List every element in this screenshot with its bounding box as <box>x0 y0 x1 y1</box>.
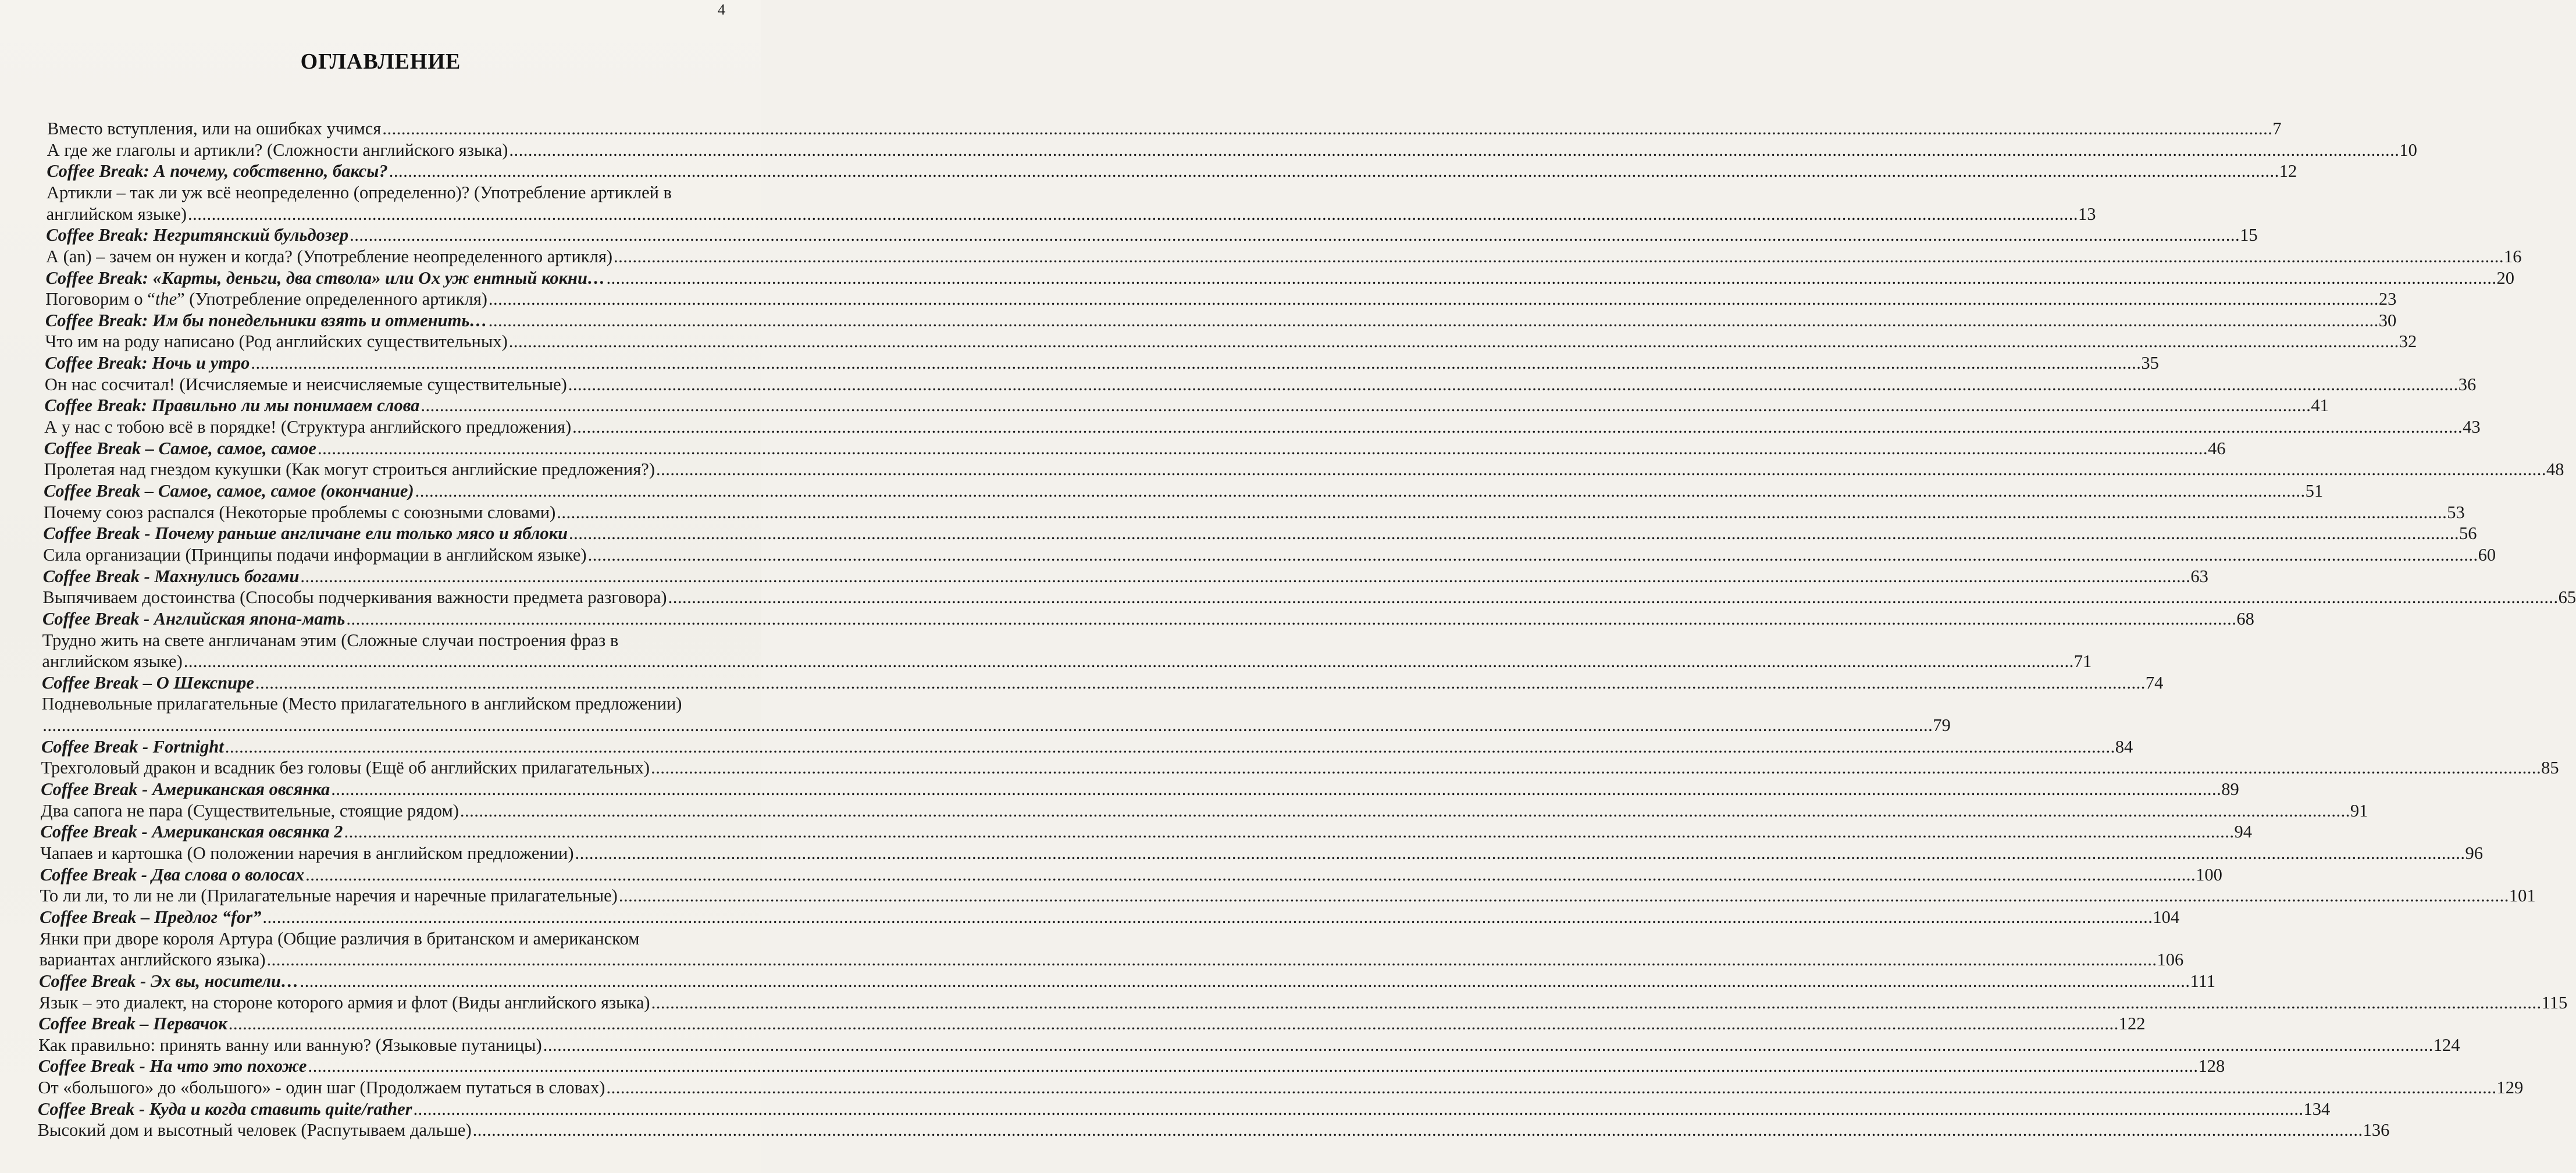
toc-entry-coffee-break <box>0 394 2329 416</box>
entry-leader-row <box>472 1119 2390 1141</box>
dot-leader: ................................................................................................................................................................................................................................................................................................................................................................................................................ <box>459 800 2350 821</box>
dot-leader: ................................................................................................................................................................................................................................................................................................................................................................................................................ <box>262 907 2153 927</box>
entry-leader-row <box>344 821 2252 843</box>
entry-page-number: 23 <box>2378 289 2397 309</box>
dot-leader: ................................................................................................................................................................................................................................................................................................................................................................................................................ <box>568 374 2459 394</box>
toc-entry-chapter <box>0 693 1951 736</box>
entry-page-number: 60 <box>2478 544 2496 565</box>
entry-page-number: 20 <box>2496 268 2514 288</box>
entry-page-number: 32 <box>2399 331 2417 352</box>
entry-leader-row <box>188 203 2096 225</box>
dot-leader: ................................................................................................................................................................................................................................................................................................................................................................................................................ <box>543 1035 2434 1055</box>
entry-title: Выпячиваем достоинства (Способы подчеркивания важности предмета разговора) <box>42 587 667 608</box>
entry-title: Coffee Break - Американская овсянка <box>41 779 330 800</box>
dot-leader: ................................................................................................................................................................................................................................................................................................................................................................................................................ <box>472 1120 2363 1140</box>
entry-page-number: 104 <box>2153 907 2180 927</box>
entry-title: Coffee Break: Негритянский бульдозер <box>46 225 349 245</box>
entry-title: Coffee Break: Им бы понедельники взять и отменить… <box>45 310 487 330</box>
entry-leader-row <box>575 842 2484 864</box>
dot-leader: ................................................................................................................................................................................................................................................................................................................................................................................................................ <box>606 1078 2497 1098</box>
dot-leader: ................................................................................................................................................................................................................................................................................................................................................................................................................ <box>614 246 2504 266</box>
toc-entry-coffee-break <box>0 437 2226 459</box>
dot-leader: ................................................................................................................................................................................................................................................................................................................................................................................................................ <box>305 864 2196 885</box>
entry-leader-row <box>568 373 2477 395</box>
entry-leader-row <box>228 1012 2146 1035</box>
entry-title-emphasis: the <box>155 289 177 309</box>
entry-leader-row <box>508 330 2417 352</box>
toc-entry-chapter <box>0 501 2465 523</box>
entry-title <box>45 288 487 310</box>
dot-leader: ................................................................................................................................................................................................................................................................................................................................................................................................................ <box>308 1056 2199 1076</box>
entry-title: Язык – это диалект, на стороне которого армия и флот (Виды английского языка) <box>38 992 650 1012</box>
entry-page-number: 101 <box>2509 886 2536 906</box>
entry-title: Что им на роду написано (Род английских существительных) <box>45 331 508 352</box>
entry-leader-row <box>300 565 2208 587</box>
entry-leader-row <box>651 757 2559 779</box>
toc-entry-coffee-break <box>0 672 2164 693</box>
entry-leader-row <box>251 352 2159 374</box>
dot-leader: ................................................................................................................................................................................................................................................................................................................................................................................................................ <box>557 502 2447 522</box>
entry-title: Янки при дворе короля Артура (Общие различия в британском и американском <box>39 928 640 949</box>
entry-page-number: 51 <box>2305 480 2324 501</box>
entry-title: Высокий дом и высотный человек (Распутываем дальше) <box>37 1120 472 1140</box>
entry-title: Coffee Break - Махнулись богами <box>42 566 300 586</box>
dot-leader: ................................................................................................................................................................................................................................................................................................................................................................................................................ <box>606 268 2497 288</box>
entry-leader-row <box>346 608 2254 630</box>
toc-entry-chapter <box>0 181 2096 224</box>
entry-page-number: 68 <box>2236 608 2254 629</box>
entry-leader-row <box>618 885 2536 907</box>
dot-leader: ................................................................................................................................................................................................................................................................................................................................................................................................................ <box>415 480 2306 501</box>
entry-page-number: 10 <box>2399 140 2417 160</box>
entry-page-number: 94 <box>2234 822 2252 842</box>
dot-leader: ................................................................................................................................................................................................................................................................................................................................................................................................................ <box>655 459 2546 480</box>
dot-leader: ................................................................................................................................................................................................................................................................................................................................................................................................................ <box>488 310 2379 330</box>
entry-title: Почему союз распался (Некоторые проблемы с союзными словами) <box>43 502 556 522</box>
toc-entry-chapter <box>0 757 2559 778</box>
dot-leader: ................................................................................................................................................................................................................................................................................................................................................................................................................ <box>572 417 2463 437</box>
entry-title: А (an) – зачем он нужен и когда? (Употребление неопределенного артикля) <box>45 246 613 266</box>
entry-leader-row <box>389 160 2297 182</box>
dot-leader: ................................................................................................................................................................................................................................................................................................................................................................................................................ <box>587 544 2478 565</box>
entry-leader-row <box>255 672 2164 694</box>
entry-leader-row <box>300 970 2215 992</box>
entry-title: Подневольные прилагательные (Место прилагательного в английском предложении) <box>41 694 682 714</box>
entry-leader-row <box>413 1098 2331 1120</box>
entry-leader-row <box>572 416 2481 438</box>
toc-entry-coffee-break <box>0 480 2324 501</box>
dot-leader: ................................................................................................................................................................................................................................................................................................................................................................................................................ <box>488 289 2379 309</box>
entry-page-number: 122 <box>2118 1014 2146 1034</box>
dot-leader: ................................................................................................................................................................................................................................................................................................................................................................................................................ <box>651 992 2542 1012</box>
entry-leader-row <box>183 650 2092 672</box>
entry-page-number: 12 <box>2279 161 2297 181</box>
toc-entry-chapter <box>0 586 2576 608</box>
entry-leader-row <box>606 267 2514 289</box>
entry-leader-row <box>459 800 2368 822</box>
dot-leader: ................................................................................................................................................................................................................................................................................................................................................................................................................ <box>331 779 2222 800</box>
dot-leader: ................................................................................................................................................................................................................................................................................................................................................................................................................ <box>183 651 2074 672</box>
entry-page-number: 106 <box>2157 950 2184 970</box>
toc-entry-coffee-break <box>0 608 2254 629</box>
entry-leader-row <box>415 480 2324 502</box>
dot-leader: ................................................................................................................................................................................................................................................................................................................................................................................................................ <box>618 886 2509 906</box>
entry-page-number: 43 <box>2463 417 2481 437</box>
entry-page-number: 111 <box>2190 971 2215 991</box>
dot-leader: ................................................................................................................................................................................................................................................................................................................................................................................................................ <box>255 672 2146 693</box>
entry-title: Coffee Break - На что это похоже <box>38 1056 307 1076</box>
entry-title: Coffee Break – Самое, самое, самое (окончание) <box>44 480 414 501</box>
entry-leader-row <box>655 458 2564 480</box>
dot-leader: ................................................................................................................................................................................................................................................................................................................................................................................................................ <box>651 758 2542 778</box>
entry-page-number: 46 <box>2207 438 2226 458</box>
entry-leader-row <box>225 736 2133 758</box>
entry-title: Вместо вступления, или на ошибках учимся <box>47 119 382 138</box>
toc-entry-chapter <box>0 117 2282 139</box>
entry-title: Coffee Break: А почему, собственно, баксы? <box>47 161 388 181</box>
toc-entry-coffee-break <box>0 906 2180 928</box>
toc-entry-coffee-break <box>0 1012 2146 1034</box>
entry-leader-row <box>557 501 2465 523</box>
entry-title: Coffee Break - Куда и когда ставить quite/rather <box>38 1099 412 1119</box>
entry-title: Сила организации (Принципы подачи информации в английском языке) <box>43 544 587 565</box>
entry-leader-row <box>587 544 2496 566</box>
entry-title: Артикли – так ли уж всё неопределенно (определенно)? (Употребление артиклей в <box>46 182 672 202</box>
toc-entry-coffee-break <box>0 224 2258 245</box>
entry-leader-row <box>543 1034 2460 1056</box>
entry-title: Coffee Break - Английская япона-мать <box>42 608 345 629</box>
entry-page-number: 115 <box>2541 992 2568 1012</box>
entry-page-number: 134 <box>2303 1099 2331 1119</box>
entry-title: Coffee Break - Американская овсянка 2 <box>40 822 343 842</box>
toc-entry-chapter <box>0 288 2397 309</box>
toc-entry-chapter <box>0 1119 2390 1140</box>
toc-entry-chapter <box>0 416 2481 437</box>
entry-title: А где же глаголы и артикли? (Сложности английского языка) <box>47 140 508 160</box>
entry-page-number: 35 <box>2141 353 2159 373</box>
dot-leader: ................................................................................................................................................................................................................................................................................................................................................................................................................ <box>346 608 2237 629</box>
dot-leader: ................................................................................................................................................................................................................................................................................................................................................................................................................ <box>509 140 2400 160</box>
toc-entry-chapter <box>0 1076 2524 1098</box>
dot-leader: ................................................................................................................................................................................................................................................................................................................................................................................................................ <box>508 331 2399 352</box>
dot-leader: ................................................................................................................................................................................................................................................................................................................................................................................................................ <box>389 161 2279 181</box>
entry-page-number: 48 <box>2546 459 2564 480</box>
entry-leader-row <box>350 224 2258 246</box>
toc-entry-chapter <box>0 1034 2460 1056</box>
entry-leader-row <box>606 1076 2524 1099</box>
toc-entry-chapter <box>0 885 2536 906</box>
dot-leader: ................................................................................................................................................................................................................................................................................................................................................................................................................ <box>668 587 2559 608</box>
toc-entry-coffee-break <box>0 522 2477 544</box>
entry-title: Coffee Break - Fortnight <box>41 736 224 757</box>
toc-entry-chapter <box>0 842 2484 864</box>
entry-title: Чапаев и картошка (О положении наречия в английском предложении) <box>40 843 574 863</box>
entry-leader-row <box>331 778 2239 800</box>
entry-title: Два сапога не пара (Существительные, стоящие рядом) <box>40 800 459 821</box>
entry-page-number: 89 <box>2221 779 2239 800</box>
toc-entry-chapter <box>0 245 2522 267</box>
entry-leader-row <box>308 1055 2225 1077</box>
dot-leader: ................................................................................................................................................................................................................................................................................................................................................................................................................ <box>569 523 2460 544</box>
toc-entry-coffee-break <box>0 864 2222 885</box>
entry-page-number: 71 <box>2073 651 2092 672</box>
entry-leader-row <box>266 949 2184 971</box>
entry-page-number: 7 <box>2272 119 2282 138</box>
dot-leader: ................................................................................................................................................................................................................................................................................................................................................................................................................ <box>421 395 2311 416</box>
dot-leader: ................................................................................................................................................................................................................................................................................................................................................................................................................ <box>317 438 2208 458</box>
entry-page-number: 30 <box>2378 310 2397 330</box>
entry-title: От «большого» до «большого» - один шаг (Продолжаем путаться в словах) <box>38 1078 605 1098</box>
dot-leader: ................................................................................................................................................................................................................................................................................................................................................................................................................ <box>344 822 2235 842</box>
entry-title-part: ” (Употребление определенного артикля) <box>177 289 487 309</box>
entry-title: Coffee Break - Эх вы, носители… <box>39 971 299 991</box>
toc-entry-coffee-break <box>0 970 2215 992</box>
page-number: 4 <box>718 1 725 18</box>
entry-page-number: 124 <box>2433 1035 2460 1055</box>
entry-leader-row <box>651 992 2568 1014</box>
toc-entry-chapter <box>0 629 2092 672</box>
dot-leader: ................................................................................................................................................................................................................................................................................................................................................................................................................ <box>188 204 2079 224</box>
entry-title: Coffee Break – Самое, самое, самое <box>44 438 316 458</box>
entry-title: То ли ли, то ли не ли (Прилагательные наречия и наречные прилагательные) <box>40 886 618 906</box>
toc-entry-chapter <box>0 800 2368 821</box>
toc-entry-chapter <box>0 139 2417 161</box>
entry-leader-row <box>262 906 2180 928</box>
entry-page-number: 96 <box>2465 843 2484 863</box>
dot-leader: ................................................................................................................................................................................................................................................................................................................................................................................................................ <box>42 715 1933 736</box>
entry-title-continuation: английском языке) <box>42 651 183 672</box>
toc-entry-coffee-break <box>0 565 2208 587</box>
entry-page-number: 100 <box>2196 864 2222 885</box>
entry-page-number: 41 <box>2311 395 2329 416</box>
toc-entry-chapter <box>0 992 2568 1013</box>
dot-leader: ................................................................................................................................................................................................................................................................................................................................................................................................................ <box>350 225 2240 245</box>
entry-title: Он нас сосчитал! (Исчисляемые и неисчисляемые существительные) <box>44 374 567 394</box>
toc-entry-chapter <box>0 928 2184 970</box>
toc-entry-coffee-break <box>0 736 2133 757</box>
entry-leader-row <box>317 437 2226 459</box>
toc-entry-chapter <box>0 330 2417 352</box>
entry-page-number: 63 <box>2190 566 2208 586</box>
entry-title-continuation: английском языке) <box>46 204 187 224</box>
entry-title: Трудно жить на свете англичанам этим (Сложные случаи построения фраз в <box>42 630 619 650</box>
entry-leader-row <box>488 309 2397 331</box>
toc-entry-coffee-break <box>0 352 2159 373</box>
entry-leader-row <box>668 586 2576 608</box>
toc-entry-coffee-break <box>0 160 2297 181</box>
toc-entry-coffee-break <box>0 821 2252 842</box>
entry-page-number: 79 <box>1933 715 1951 736</box>
entry-page-number: 16 <box>2504 246 2522 266</box>
entry-page-number: 36 <box>2458 374 2477 394</box>
entry-title: Coffee Break – О Шекспире <box>41 672 254 693</box>
toc-entry-chapter <box>0 544 2496 565</box>
entry-page-number: 53 <box>2447 502 2465 522</box>
entry-title: Coffee Break: Правильно ли мы понимаем слова <box>44 395 420 416</box>
entry-title: Coffee Break: Ночь и утро <box>45 353 250 373</box>
entry-title: Пролетая над гнездом кукушки (Как могут строиться английские предложения?) <box>44 459 655 480</box>
entry-leader-row <box>488 288 2397 310</box>
entry-leader-row <box>569 522 2477 544</box>
toc-entry-coffee-break <box>0 267 2514 288</box>
entry-title: Coffee Break – Первачок <box>38 1014 227 1034</box>
entry-leader-row <box>42 714 1951 736</box>
entry-leader-row <box>421 394 2329 416</box>
entry-leader-row <box>509 139 2417 161</box>
dot-leader: ................................................................................................................................................................................................................................................................................................................................................................................................................ <box>382 119 2273 138</box>
entry-page-number: 65 <box>2558 587 2576 608</box>
entry-page-number: 15 <box>2240 225 2258 245</box>
entry-title-continuation: вариантах английского языка) <box>39 950 266 970</box>
dot-leader: ................................................................................................................................................................................................................................................................................................................................................................................................................ <box>251 353 2142 373</box>
entry-page-number: 91 <box>2350 800 2368 821</box>
dot-leader: ................................................................................................................................................................................................................................................................................................................................................................................................................ <box>300 971 2190 991</box>
entry-page-number: 136 <box>2363 1120 2390 1140</box>
entry-leader-row <box>382 117 2282 140</box>
entry-page-number: 84 <box>2115 736 2133 757</box>
toc-entry-coffee-break <box>0 1098 2331 1119</box>
entry-title: Как правильно: принять ванну или ванную? (Языковые путаницы) <box>38 1035 542 1055</box>
toc-entry-chapter <box>0 458 2564 480</box>
toc-entry-coffee-break <box>0 309 2397 331</box>
entry-page-number: 13 <box>2078 204 2096 224</box>
toc-entry-coffee-break <box>0 1055 2225 1076</box>
dot-leader: ................................................................................................................................................................................................................................................................................................................................................................................................................ <box>228 1014 2119 1034</box>
entry-title: Coffee Break: «Карты, деньги, два ствола» или Ох уж ентный кокни… <box>45 268 605 288</box>
entry-title: А у нас с тобою всё в порядке! (Структура английского предложения) <box>44 417 572 437</box>
entry-page-number: 129 <box>2496 1078 2524 1098</box>
entry-title: Трехголовый дракон и всадник без головы (Ещё об английских прилагательных) <box>41 758 650 778</box>
dot-leader: ................................................................................................................................................................................................................................................................................................................................................................................................................ <box>575 843 2465 863</box>
entry-title: Coffee Break - Два слова о волосах <box>40 864 305 885</box>
dot-leader: ................................................................................................................................................................................................................................................................................................................................................................................................................ <box>300 566 2191 586</box>
dot-leader: ................................................................................................................................................................................................................................................................................................................................................................................................................ <box>225 736 2115 757</box>
dot-leader: ................................................................................................................................................................................................................................................................................................................................................................................................................ <box>266 950 2157 970</box>
entry-title: Coffee Break - Почему раньше англичане ели только мясо и яблоки <box>43 523 568 544</box>
entry-title-part: Поговорим о “ <box>45 289 155 309</box>
entry-title: Coffee Break – Предлог “for” <box>40 907 262 927</box>
entry-page-number: 85 <box>2541 758 2559 778</box>
entry-leader-row <box>614 245 2522 268</box>
entry-page-number: 56 <box>2459 523 2477 544</box>
toc-entry-coffee-break <box>0 778 2239 800</box>
entry-page-number: 128 <box>2198 1056 2225 1076</box>
dot-leader: ................................................................................................................................................................................................................................................................................................................................................................................................................ <box>413 1099 2304 1119</box>
entry-leader-row <box>305 864 2222 886</box>
page-title: ОГЛАВЛЕНИЕ <box>300 49 461 74</box>
entry-page-number: 74 <box>2145 672 2164 693</box>
toc-entry-chapter <box>0 373 2477 395</box>
